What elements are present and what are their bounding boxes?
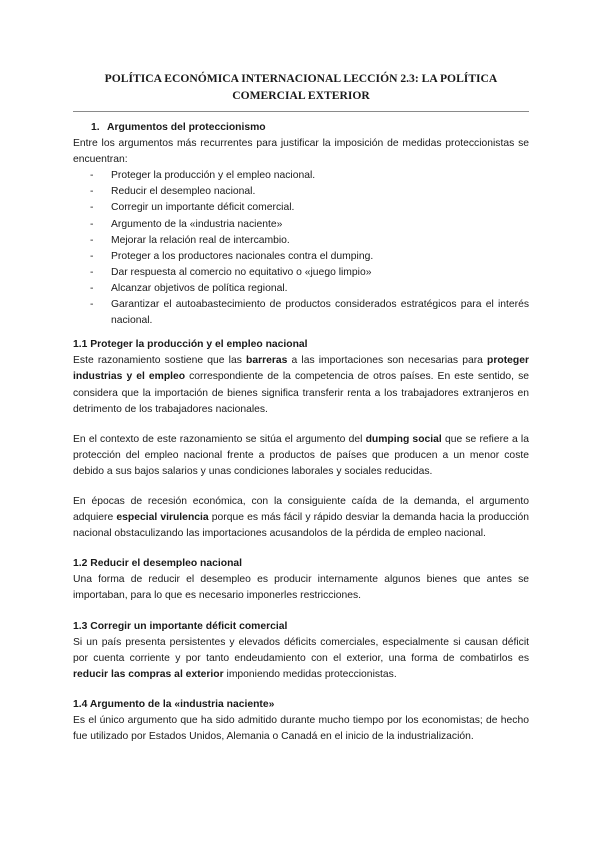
section-1-1-paragraph-1: Este razonamiento sostiene que las barreras a las importaciones son necesarias para proteger industrias y el empleo correspondiente de la competencia de otros países. En este sentido, se considera que la importación de bienes significa transferir renta a los trabajadores extranjeros en detrimento de los trabajadores nacionales. (73, 355, 530, 415)
section-1-heading (91, 120, 529, 136)
section-1-1-paragraph-2: En el contexto de este razonamiento se sitúa el argumento del dumping social que se refiere a la protección del empleo nacional frente a productos de países que producen a un menor coste debido a sus bajos salarios y unas condiciones laborales y sociales reducidas. (73, 433, 529, 477)
protectionism-arguments-list (73, 168, 529, 329)
list-item: - Garantizar el autoabastecimiento de productos considerados estratégicos para el interés nacional. (90, 299, 529, 327)
section-1-4-paragraph: Es el único argumento que ha sido admitido durante mucho tiempo por los economistas; de hecho fue utilizado por Estados Unidos, Alemania o Canadá en el inicio de la industrialización. (73, 715, 529, 743)
section-1-4-heading: 1.4 Argumento de la «industria naciente» (73, 698, 275, 710)
section-1-2-heading: 1.2 Reducir el desempleo nacional (73, 558, 243, 570)
list-item: - Alcanzar objetivos de política regional. (90, 282, 288, 294)
section-1-2-paragraph: Una forma de reducir el desempleo es producir internamente algunos bienes que antes se importaban, para lo que es necesario imponerles restricciones. (73, 574, 529, 602)
list-item: - Mejorar la relación real de intercambio. (90, 234, 290, 246)
section-1-3-heading: 1.3 Corregir un importante déficit comercial (73, 620, 288, 632)
title-divider (73, 111, 529, 112)
document-page (73, 70, 529, 745)
list-item: - Reducir el desempleo nacional. (90, 186, 256, 198)
list-item: - Proteger a los productores nacionales contra el dumping. (90, 250, 374, 262)
section-1-number: 1. (91, 122, 100, 133)
list-item: - Corregir un importante déficit comercial. (90, 202, 295, 214)
section-1-1-heading: 1.1 Proteger la producción y el empleo nacional (73, 339, 308, 351)
section-1-intro: Entre los argumentos más recurrentes para justificar la imposición de medidas proteccionistas se encuentran: (73, 138, 529, 166)
section-1-3-paragraph: Si un país presenta persistentes y elevados déficits comerciales, especialmente si causan déficit por cuenta corriente y por tanto endeudamiento con el exterior, una forma de combatirlos es reducir las compras al exterior imponiendo medidas proteccionistas. (73, 636, 529, 680)
list-item: - Dar respuesta al comercio no equitativo o «juego limpio» (90, 266, 372, 278)
list-item: - Proteger la producción y el empleo nacional. (90, 170, 316, 182)
list-item: - Argumento de la «industria naciente» (90, 218, 283, 230)
section-1-1-paragraph-3: En épocas de recesión económica, con la consiguiente caída de la demanda, el argumento adquiere especial virulencia porque es más fácil y rápido desviar la demanda hacia la producción nacional obstaculizando las importaciones acusandolos de la pérdida de empleo nacional. (73, 495, 530, 540)
document-title: POLÍTICA ECONÓMICA INTERNACIONAL LECCIÓN 2.3: LA POLÍTICA COMERCIAL EXTERIOR (104, 72, 498, 102)
section-1-heading-text: Argumentos del proteccionismo (107, 122, 266, 133)
